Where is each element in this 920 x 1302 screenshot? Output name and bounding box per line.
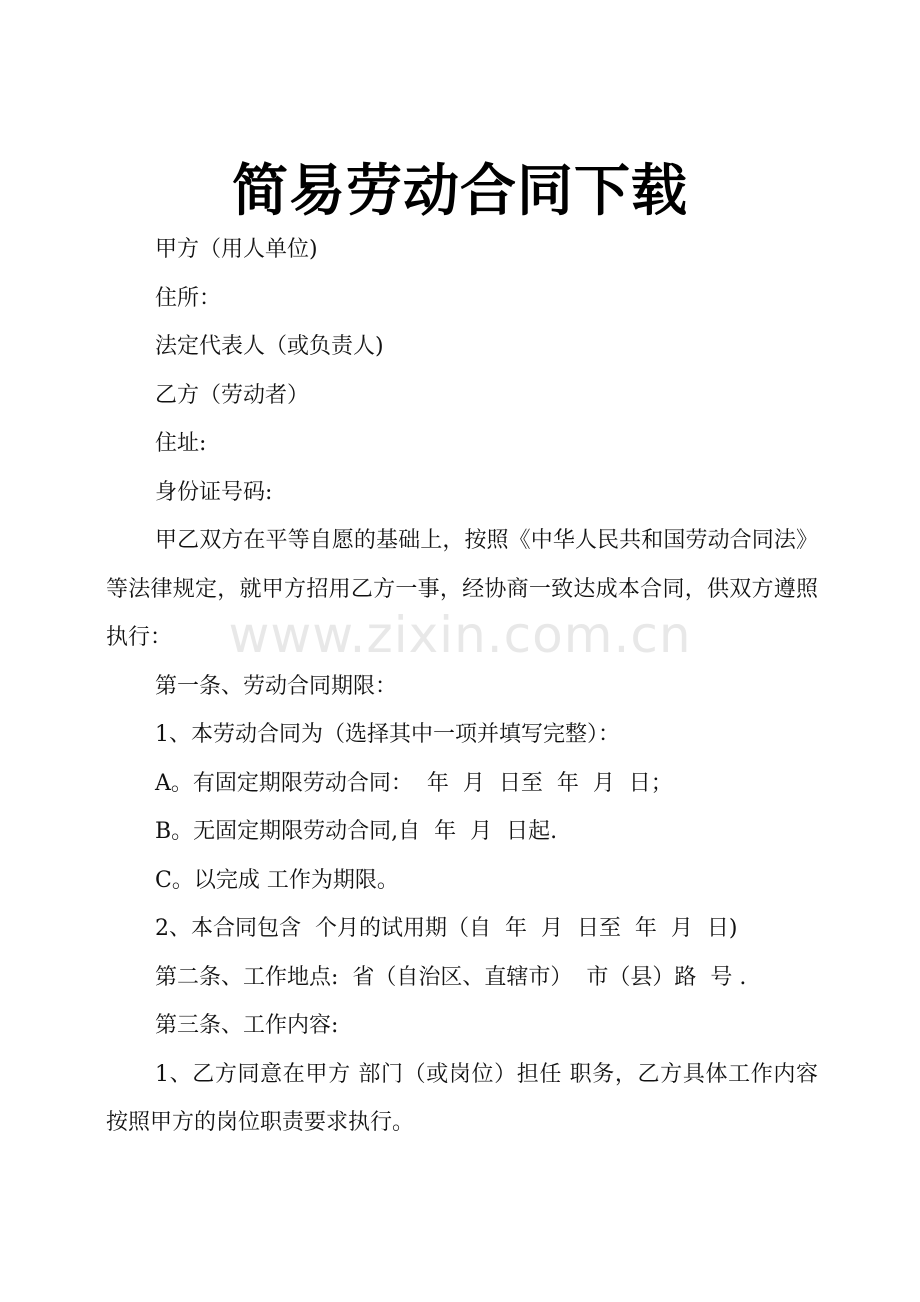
document-title: 简易劳动合同下载 bbox=[232, 158, 688, 224]
option-c-line: C。以完成 工作为期限。 bbox=[155, 867, 399, 893]
article-1-heading: 第一条、劳动合同期限： bbox=[155, 673, 398, 699]
id-number-line: 身份证号码: bbox=[155, 479, 273, 505]
option-b-line: B。无固定期限劳动合同,自 年 月 日起. bbox=[155, 819, 558, 844]
party-b-address-line: 住址: bbox=[155, 431, 207, 456]
probation-clause: 2、本合同包含 个月的试用期（自 年 月 日至 年 月 日) bbox=[155, 916, 738, 941]
article-2-workplace: 第二条、工作地点: 省（自治区、直辖市） 市（县）路 号 . bbox=[155, 964, 747, 990]
watermark-text: www.zixin.com.cn bbox=[228, 606, 692, 664]
legal-representative-line: 法定代表人（或负责人) bbox=[155, 334, 384, 359]
option-a-line: A。有固定期限劳动合同： 年 月 日至 年 月 日； bbox=[155, 770, 673, 796]
article-3-heading: 第三条、工作内容: bbox=[155, 1013, 339, 1038]
clause-3-1: 1、乙方同意在甲方 部门（或岗位）担任 职务，乙方具体工作内容按照甲方的岗位职责要求执行。 bbox=[106, 1061, 818, 1135]
party-a-address-line: 住所： bbox=[155, 285, 222, 311]
party-b-line: 乙方（劳动者） bbox=[155, 382, 310, 408]
party-a-line: 甲方（用人单位) bbox=[155, 237, 318, 262]
clause-1-1: 1、本劳动合同为（选择其中一项并填写完整）： bbox=[155, 722, 620, 747]
preamble-paragraph: 甲乙双方在平等自愿的基础上，按照《中华人民共和国劳动合同法》等法律规定，就甲方招用乙方一事，经协商一致达成本合同，供双方遵照执行： bbox=[106, 528, 818, 650]
contract-body bbox=[106, 226, 818, 1148]
